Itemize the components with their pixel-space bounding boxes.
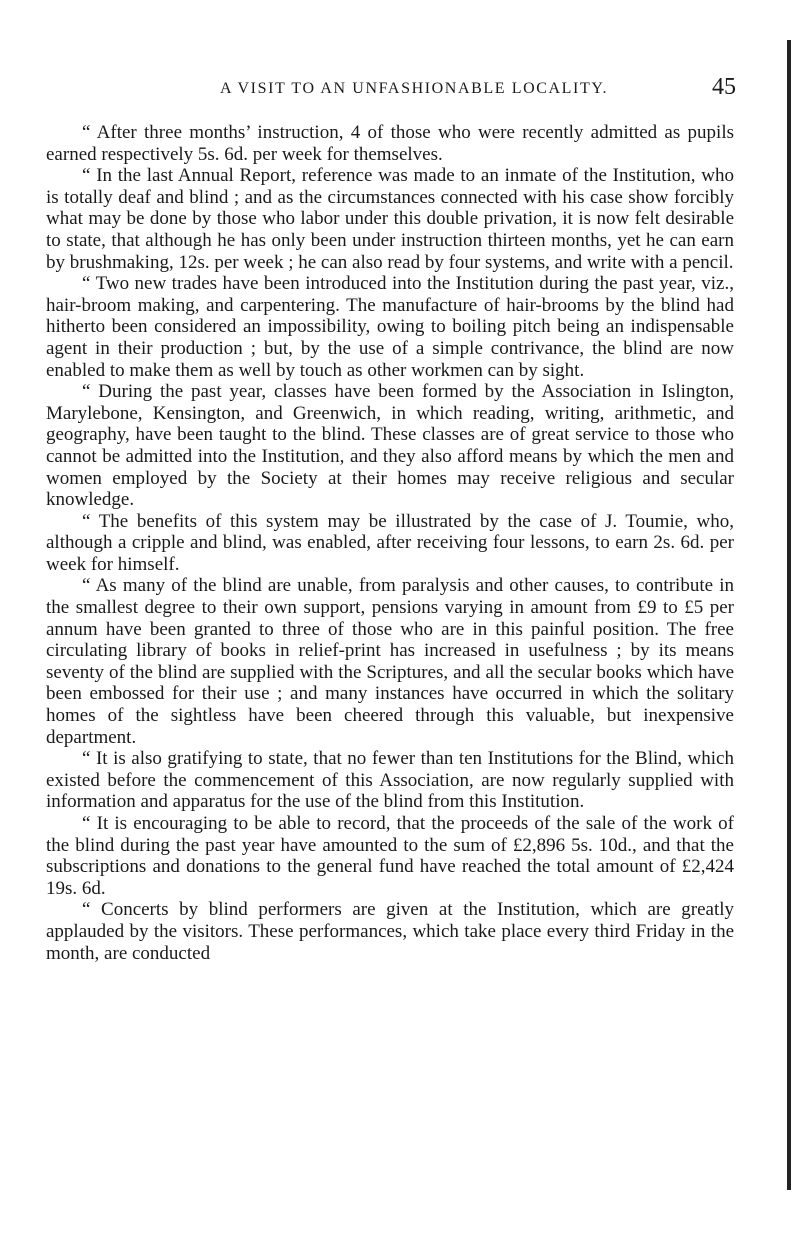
paragraph: “ Concerts by blind performers are given at the Institution, which are greatly applauded by the visitors. These performances, which take place every third Friday in the month, are conducted: [46, 899, 734, 964]
page-number: 45: [712, 74, 736, 100]
paragraph: “ As many of the blind are unable, from paralysis and other causes, to contribute in the smallest degree to their own support, pensions varying in amount from £9 to £5 per annum have been granted to three of those who are in this painful position. The free circulating library of books in relief-print has increased in usefulness ; by its means seventy of the blind are supplied with the Scriptures, and all the secular books which have been embossed for their use ; and many instances have occurred in which the solitary homes of the sightless have been cheered through this valuable, but inexpensive department.: [46, 575, 734, 748]
paragraph: “ Two new trades have been introduced into the Institution during the past year, viz., hair-broom making, and carpentering. The manufacture of hair-brooms by the blind had hitherto been considered an impossibility, owing to boiling pitch being an indispensable agent in their production ; but, by the use of a simple contrivance, the blind are now enabled to make them as well by touch as other workmen can by sight.: [46, 273, 734, 381]
paragraph: “ The benefits of this system may be illustrated by the case of J. Toumie, who, although a cripple and blind, was enabled, after receiving four lessons, to earn 2s. 6d. per week for himself.: [46, 510, 734, 575]
running-title: A VISIT TO AN UNFASHIONABLE LOCALITY.: [219, 80, 609, 97]
paragraph: “ In the last Annual Report, reference was made to an inmate of the Institution, who is totally deaf and blind ; and as the circumstances connected with his case show forcibly what may be done by those who labor under this double privation, it is now felt desirable to state, that although he has only been under instruction thirteen months, yet he can earn by brushmaking, 12s. per week ; he can also read by four systems, and write with a pencil.: [46, 165, 734, 273]
paragraph: “ After three months’ instruction, 4 of those who were recently admitted as pupils earned respectively 5s. 6d. per week for themselves.: [46, 122, 734, 165]
paragraph: “ It is encouraging to be able to record, that the proceeds of the sale of the work of the blind during the past year have amounted to the sum of £2,896 5s. 10d., and that the subscriptions and donations to the general fund have reached the total amount of £2,424 19s. 6d.: [46, 813, 734, 899]
page-edge-rule: [787, 40, 791, 1190]
page-header: [48, 74, 738, 110]
paragraph: “ During the past year, classes have been formed by the Association in Islington, Marylebone, Kensington, and Greenwich, in which reading, writing, arithmetic, and geography, have been taught to the blind. These classes are of great service to those who cannot be admitted into the Institution, and they also afford means by which the men and women employed by the Society at their homes may receive religious and secular knowledge.: [46, 381, 734, 511]
paragraph: “ It is also gratifying to state, that no fewer than ten Institutions for the Blind, which existed before the commencement of this Association, are now regularly supplied with information and apparatus for the use of the blind from this Institution.: [46, 748, 734, 813]
body-text: [46, 122, 734, 964]
